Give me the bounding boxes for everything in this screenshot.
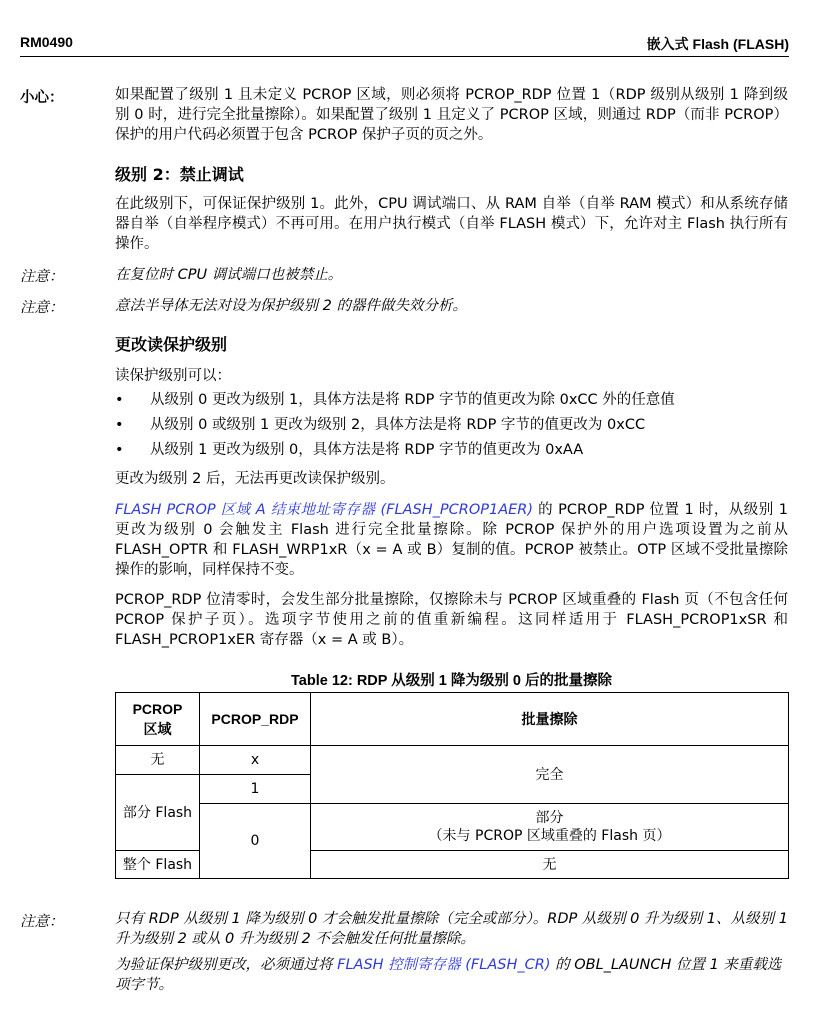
cell-whole-flash: 整个 Flash <box>116 851 200 879</box>
note-text: 意法半导体无法对设为保护级别 2 的器件做失效分析。 <box>115 298 467 314</box>
header-mass-erase: 批量擦除 <box>311 693 789 746</box>
change-intro: 读保护级别可以： <box>115 368 231 384</box>
cell-partial-flash: 部分 Flash <box>116 775 200 851</box>
table-row <box>116 804 789 851</box>
table-caption: Table 12: RDP 从级别 1 降为级别 0 后的批量擦除 <box>291 673 612 689</box>
cell-full: 完全 <box>311 746 789 804</box>
list-item: • 从级别 0 或级别 1 更改为级别 2，具体方法是将 RDP 字节的值更改为 0xCC <box>115 417 646 433</box>
cell-one: 1 <box>200 775 311 804</box>
header-pcrop-area: PCROP 区域 <box>116 693 200 746</box>
change-after: 更改为级别 2 后，无法再更改读保护级别。 <box>115 471 395 487</box>
change-paragraph-1: FLASH PCROP 区域 A 结束地址寄存器 (FLASH_PCROP1AER) 的 PCROP_RDP 位置 1 时，从级别 1 更改为级别 0 会触发主 Flash 进行完全批量擦除。除 PCROP 保护外的用户选项设置为之前从 FLASH_OPTR 和 FLASH_WRP1xR（x = A 或 B）复制的值。PCROP 被禁止。OTP 区域不受批量擦除操作的影响，同样保持不变。 <box>115 502 788 578</box>
cell-x: x <box>200 746 311 775</box>
change-heading: 更改读保护级别 <box>115 335 228 354</box>
caution-text: 如果配置了级别 1 且未定义 PCROP 区域，则必须将 PCROP_RDP 位置 1（RDP 级别从级别 1 降到级别 0 时，进行完全批量擦除）。如果配置了级别 1 且定义了 PCROP 区域，则通过 RDP（而非 PCROP）保护的用户代码必须置于包含 PCROP 保护子页的页之外。 <box>115 87 788 143</box>
section-title: 嵌入式 Flash (FLASH) <box>646 36 789 52</box>
level2-heading: 级别 2：禁止调试 <box>115 165 244 184</box>
list-item: • 从级别 0 更改为级别 1，具体方法是将 RDP 字节的值更改为除 0xCC 外的任意值 <box>115 392 675 408</box>
table-header-row <box>116 693 789 746</box>
rdp-erase-table <box>115 692 789 879</box>
change-paragraph-2: PCROP_RDP 位清零时，会发生部分批量擦除，仅擦除未与 PCROP 区域重叠的 Flash 页（不包含任何 PCROP 保护子页）。选项字节使用之前的值重新编程。这同样适用于 FLASH_PCROP1xSR 和 FLASH_PCROP1xER 寄存器（x = A 或 B）。 <box>115 592 788 648</box>
cell-none-2: 无 <box>311 851 789 879</box>
note-bottom-1: 只有 RDP 从级别 1 降为级别 0 才会触发批量擦除（完全或部分）。RDP 从级别 0 升为级别 1、从级别 1 升为级别 2 或从 0 升为级别 2 不会触发任何批量擦除。 <box>115 911 788 947</box>
cell-partial: 部分 （未与 PCROP 区域重叠的 Flash 页） <box>311 804 789 851</box>
level2-text: 在此级别下，可保证保护级别 1。此外，CPU 调试端口、从 RAM 自举（自举 RAM 模式）和从系统存储器自举（自举程序模式）不再可用。在用户执行模式（自举 FLASH 模式）下，允许对主 Flash 执行所有操作。 <box>115 196 788 252</box>
note-label: 注意： <box>20 914 64 930</box>
table-row <box>116 746 789 775</box>
list-item: • 从级别 1 更改为级别 0，具体方法是将 RDP 字节的值更改为 0xAA <box>115 442 584 458</box>
cell-none: 无 <box>116 746 200 775</box>
cell-zero: 0 <box>200 804 311 879</box>
caution-label: 小心： <box>20 90 64 106</box>
doc-id: RM0490 <box>20 34 73 50</box>
note-text: 在复位时 CPU 调试端口也被禁止。 <box>115 267 343 283</box>
note-label: 注意： <box>20 269 64 285</box>
flash-cr-link[interactable]: FLASH 控制寄存器 (FLASH_CR) <box>337 957 551 973</box>
note-label: 注意： <box>20 300 64 316</box>
note-bottom-2: 为验证保护级别更改，必须通过将 FLASH 控制寄存器 (FLASH_CR) 的 OBL_LAUNCH 位置 1 来重载选项字节。 <box>115 957 782 993</box>
pcrop1aer-link[interactable]: FLASH PCROP 区域 A 结束地址寄存器 (FLASH_PCROP1AER) <box>115 502 534 518</box>
bullet-list <box>115 390 788 465</box>
header-pcrop-rdp: PCROP_RDP <box>200 693 311 746</box>
page-header <box>20 30 789 57</box>
